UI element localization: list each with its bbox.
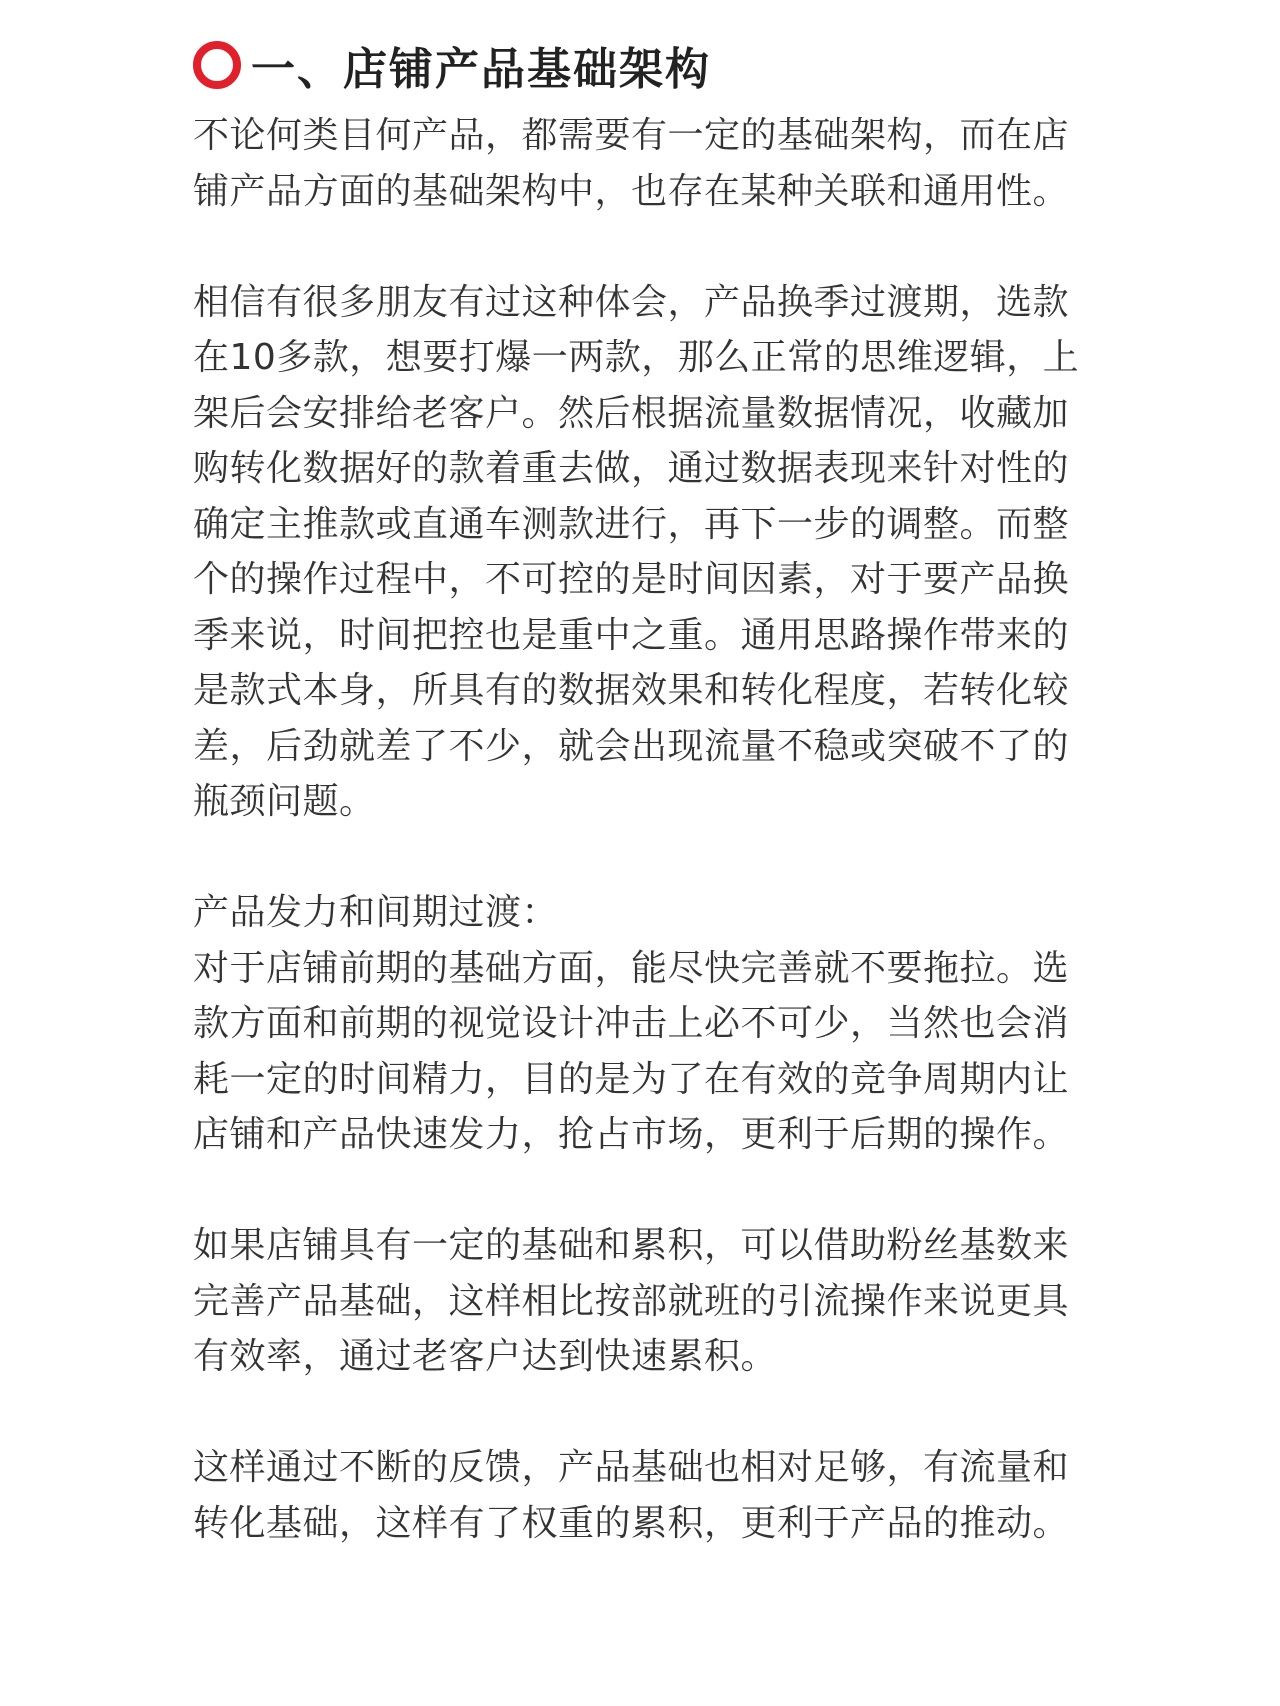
section-title: 一、店铺产品基础架构 [251, 44, 711, 95]
paragraph-fan-base: 如果店铺具有一定的基础和累积，可以借助粉丝基数来完善产品基础，这样相比按部就班的引流操作来说更具有效率，通过老客户达到快速累积。 [193, 1225, 1070, 1377]
section-heading [193, 32, 1083, 98]
paragraph-subheading: 产品发力和间期过渡： [193, 892, 559, 933]
paragraph-gap [193, 1163, 1083, 1219]
red-circle-icon [193, 41, 241, 89]
paragraph-feedback: 这样通过不断的反馈，产品基础也相对足够，有流量和转化基础，这样有了权重的累积，更利于产品的推动。 [193, 1447, 1070, 1544]
paragraph-gap [193, 1385, 1083, 1441]
paragraph-experience: 相信有很多朋友有过这种体会，产品换季过渡期，选款在10多款，想要打爆一两款，那么正常的思维逻辑，上架后会安排给老客户。然后根据流量数据情况，收藏加购转化数据好的款着重去做，通过数据表现来针对性的确定主推款或直通车测款进行，再下一步的调整。而整个的操作过程中，不可控的是时间因素，对于要产品换季来说，时间把控也是重中之重。通用思路操作带来的是款式本身，所具有的数据效果和转化程度，若转化较差，后劲就差了不少，就会出现流量不稳或突破不了的瓶颈问题。 [193, 281, 1080, 822]
paragraph-intro: 不论何类目何产品，都需要有一定的基础架构，而在店铺产品方面的基础架构中，也存在某种关联和通用性。 [193, 115, 1070, 212]
paragraph-gap [193, 219, 1083, 275]
paragraph-gap [193, 830, 1083, 886]
article [193, 32, 1083, 1551]
paragraph-early-stage: 对于店铺前期的基础方面，能尽快完善就不要拖拉。选款方面和前期的视觉设计冲击上必不可少，当然也会消耗一定的时间精力，目的是为了在有效的竞争周期内让店铺和产品快速发力，抢占市场，更利于后期的操作。 [193, 947, 1070, 1155]
